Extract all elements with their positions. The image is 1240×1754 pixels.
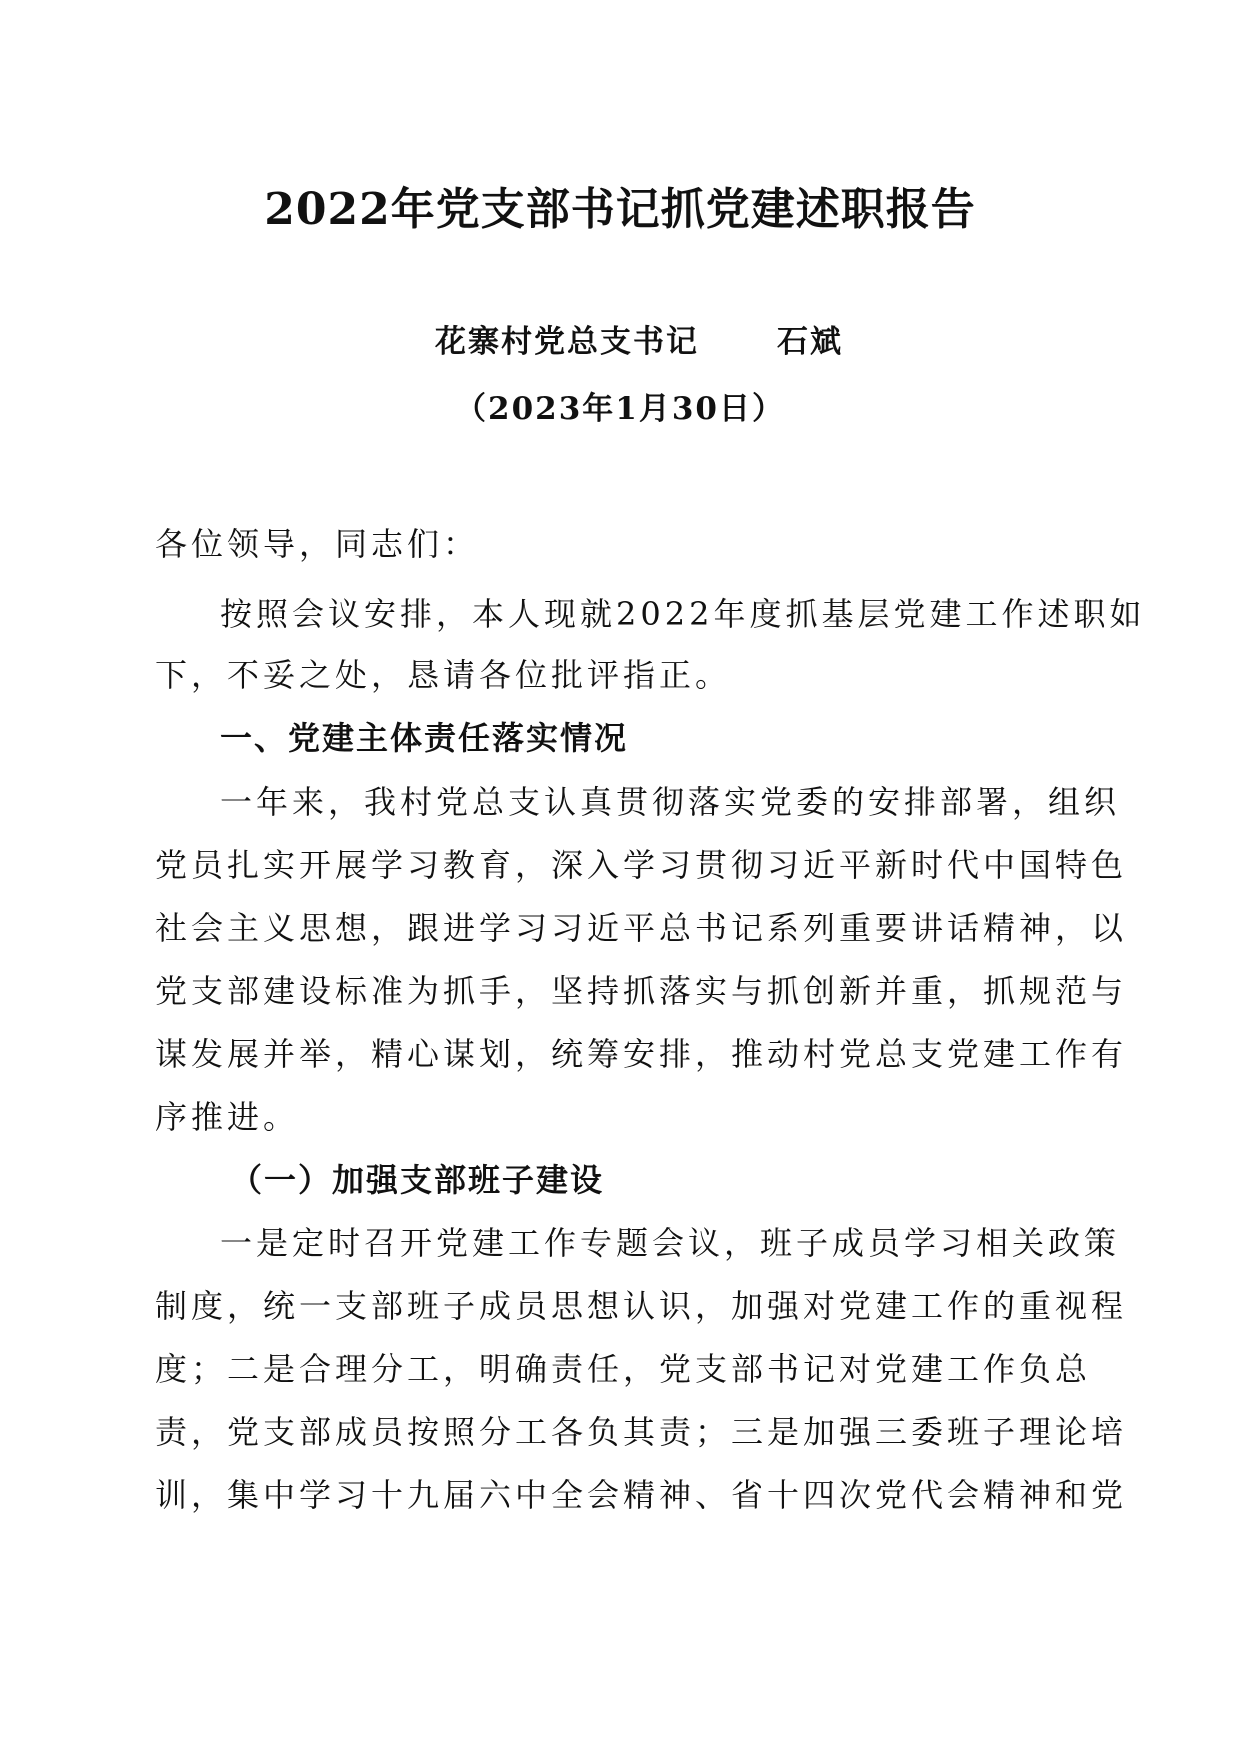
section-heading: 一、党建主体责任落实情况 xyxy=(220,719,629,757)
paragraph-line: 一是定时召开党建工作专题会议，班子成员学习相关政策 xyxy=(220,1224,1121,1262)
paragraph-line: 一年来，我村党总支认真贯彻落实党委的安排部署，组织 xyxy=(220,783,1121,821)
paragraph-line: 训，集中学习十九届六中全会精神、省十四次党代会精神和党 xyxy=(155,1476,1128,1514)
paragraph-line: 党员扎实开展学习教育，深入学习贯彻习近平新时代中国特色 xyxy=(155,846,1128,884)
paragraph-line: 党支部建设标准为抓手，坚持抓落实与抓创新并重，抓规范与 xyxy=(155,972,1128,1010)
report-date: （2023年1月30日） xyxy=(455,391,785,427)
paragraph-line: 制度，统一支部班子成员思想认识，加强对党建工作的重视程 xyxy=(155,1287,1128,1325)
paragraph-line: 下，不妥之处，恳请各位批评指正。 xyxy=(155,656,732,694)
subsection-heading: （一）加强支部班子建设 xyxy=(230,1161,605,1199)
paragraph-line: 度；二是合理分工，明确责任，党支部书记对党建工作负总 xyxy=(155,1350,1092,1388)
paragraph-line: 谋发展并举，精心谋划，统筹安排，推动村党总支党建工作有 xyxy=(155,1035,1128,1073)
author-line xyxy=(435,318,843,366)
author-role: 花寨村党总支书记 xyxy=(435,324,699,360)
paragraph-line: 责，党支部成员按照分工各负其责；三是加强三委班子理论培 xyxy=(155,1413,1128,1451)
author-name: 石斌 xyxy=(777,324,843,360)
paragraph-line: 序推进。 xyxy=(155,1098,300,1136)
paragraph-line: 社会主义思想，跟进学习习近平总书记系列重要讲话精神，以 xyxy=(155,909,1128,947)
greeting: 各位领导，同志们： xyxy=(155,525,480,563)
paragraph-line: 按照会议安排，本人现就2022年度抓基层党建工作述职如 xyxy=(220,595,1146,633)
document-title: 2022年党支部书记抓党建述职报告 xyxy=(264,184,976,235)
